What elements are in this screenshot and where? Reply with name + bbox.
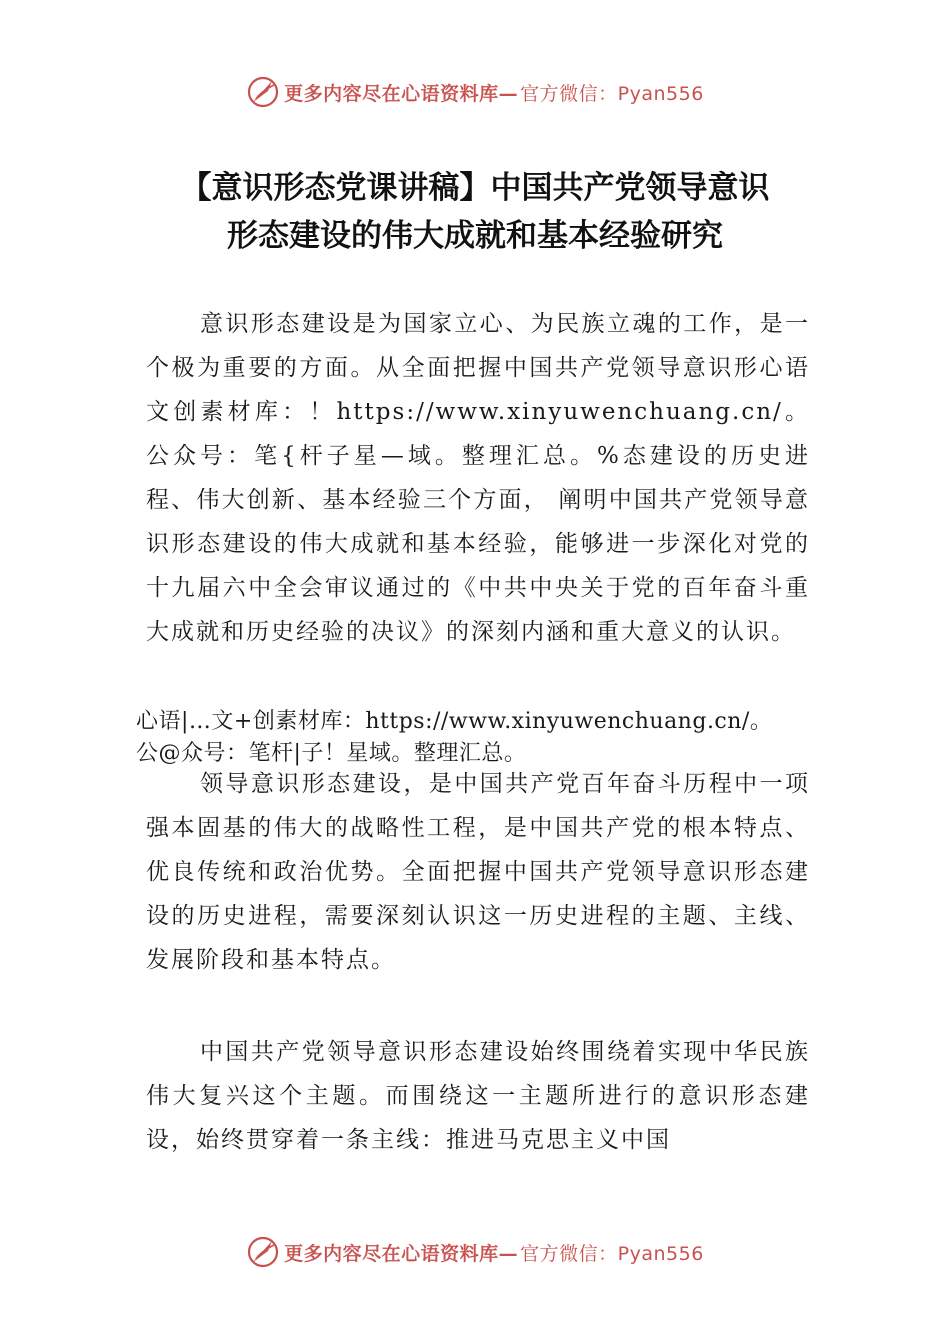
- banner-brand-text: 更多内容尽在心语资料库—: [284, 1242, 519, 1265]
- watermark-line-2: 公@众号：笔杆|子！星域。整理汇总。: [136, 741, 527, 766]
- watermark-line-1: 心语|…文+创素材库：https://www.xinyuwenchuang.cn/。: [136, 709, 773, 734]
- title-line-1: 【意识形态党课讲稿】中国共产党领导意识: [180, 170, 770, 206]
- quill-pen-logo-icon: [246, 1235, 280, 1269]
- paragraph-1: 意识形态建设是为国家立心、为民族立魂的工作，是一个极为重要的方面。从全面把握中国共产党领导意识形心语文创素材库：！https://www.xinyuwenchuang.cn/。公众号：笔{杆子星—域。整理汇总。%态建设的历史进程、伟大创新、基本经验三个方面， 阐明中国共产党领导意识形态建设的伟大成就和基本经验，能够进一步深化对党的十九届六中全会审议通过的《中共中央关于党的百年奋斗重大成就和历史经验的决议》的深刻内涵和重大意义的认识。: [146, 311, 810, 645]
- quill-pen-logo-icon: [246, 75, 280, 109]
- header-banner: [0, 72, 950, 112]
- paragraph-3: 中国共产党领导意识形态建设始终围绕着实现中华民族伟大复兴这个主题。而围绕这一主题所进行的意识形态建设，始终贯穿着一条主线：推进马克思主义中国: [146, 1039, 810, 1153]
- footer-banner: [0, 1232, 950, 1272]
- document-title: [100, 164, 850, 260]
- watermark-text: [136, 706, 836, 770]
- title-line-2: 形态建设的伟大成就和基本经验研究: [227, 218, 723, 254]
- banner-contact-text: 官方微信：Pyan556: [520, 82, 704, 105]
- banner-brand-text: 更多内容尽在心语资料库—: [284, 82, 519, 105]
- paragraph-2: 领导意识形态建设，是中国共产党百年奋斗历程中一项强本固基的伟大的战略性工程，是中国共产党的根本特点、优良传统和政治优势。全面把握中国共产党领导意识形态建设的历史进程，需要深刻认识这一历史进程的主题、主线、发展阶段和基本特点。: [146, 771, 810, 973]
- banner-contact-text: 官方微信：Pyan556: [520, 1242, 704, 1265]
